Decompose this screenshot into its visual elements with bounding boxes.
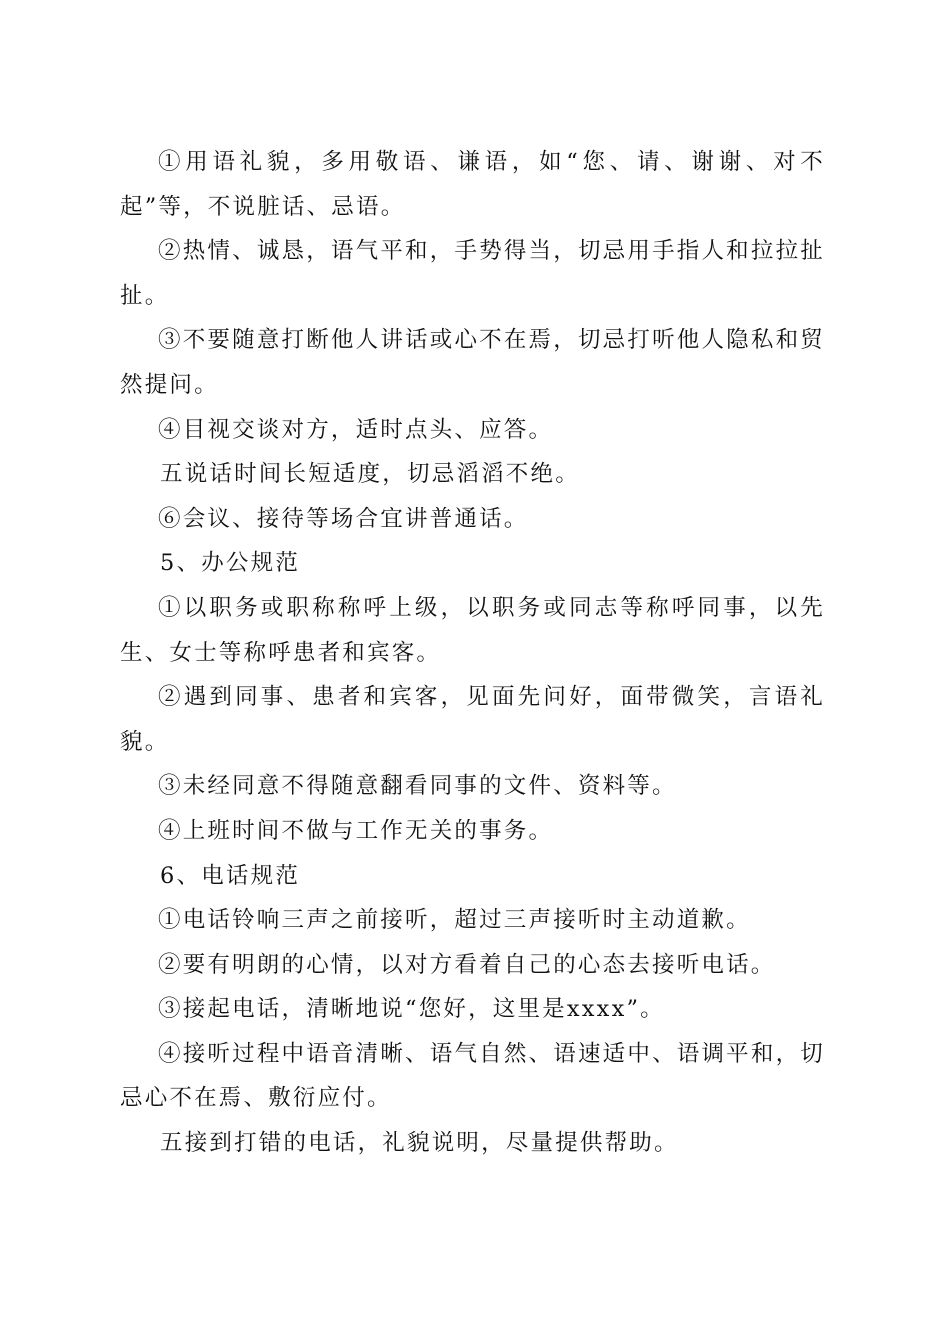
paragraph-answer-rings: ①电话铃响三声之前接听，超过三声接听时主动道歉。 bbox=[158, 907, 751, 934]
paragraph-clear-voice: ④接听过程中语音清晰、语气自然、语速适中、语调平和，切忌心不在焉、敷衍应付。 bbox=[120, 1040, 825, 1112]
paragraph-eye-contact: ④目视交谈对方，适时点头、应答。 bbox=[158, 416, 554, 443]
paragraph-documents: ③未经同意不得随意翻看同事的文件、资料等。 bbox=[158, 773, 677, 800]
paragraph-greetings: ②遇到同事、患者和宾客，见面先问好，面带微笑，言语礼貌。 bbox=[120, 684, 825, 755]
paragraph-work-hours: ④上班时间不做与工作无关的事务。 bbox=[158, 817, 554, 844]
section-heading-office: 5、办公规范 bbox=[160, 550, 301, 577]
paragraph-warm-sincere: ②热情、诚恳，语气平和，手势得当，切忌用手指人和拉拉扯扯。 bbox=[120, 238, 825, 309]
paragraph-courtesy-language: ①用语礼貌，多用敬语、谦语，如“您、请、谢谢、对不起”等，不说脏话、忌语。 bbox=[120, 149, 825, 220]
document-body bbox=[120, 140, 825, 1166]
paragraph-wrong-number: 五接到打错的电话，礼貌说明，尽量提供帮助。 bbox=[160, 1130, 679, 1157]
paragraph-speaking-time: 五说话时间长短适度，切忌滔滔不绝。 bbox=[160, 461, 580, 488]
paragraph-cheerful-mood: ②要有明朗的心情，以对方看着自己的心态去接听电话。 bbox=[158, 951, 776, 978]
paragraph-no-interrupt: ③不要随意打断他人讲话或心不在焉，切忌打听他人隐私和贸然提问。 bbox=[120, 327, 825, 398]
section-heading-phone: 6、电话规范 bbox=[160, 862, 301, 889]
paragraph-mandarin: ⑥会议、接待等场合宜讲普通话。 bbox=[158, 505, 529, 532]
paragraph-address-titles: ①以职务或职称称呼上级，以职务或同志等称呼同事，以先生、女士等称呼患者和宾客。 bbox=[120, 594, 825, 666]
paragraph-greeting-phrase: ③接起电话，清晰地说“您好，这里是xxxx”。 bbox=[158, 996, 665, 1023]
